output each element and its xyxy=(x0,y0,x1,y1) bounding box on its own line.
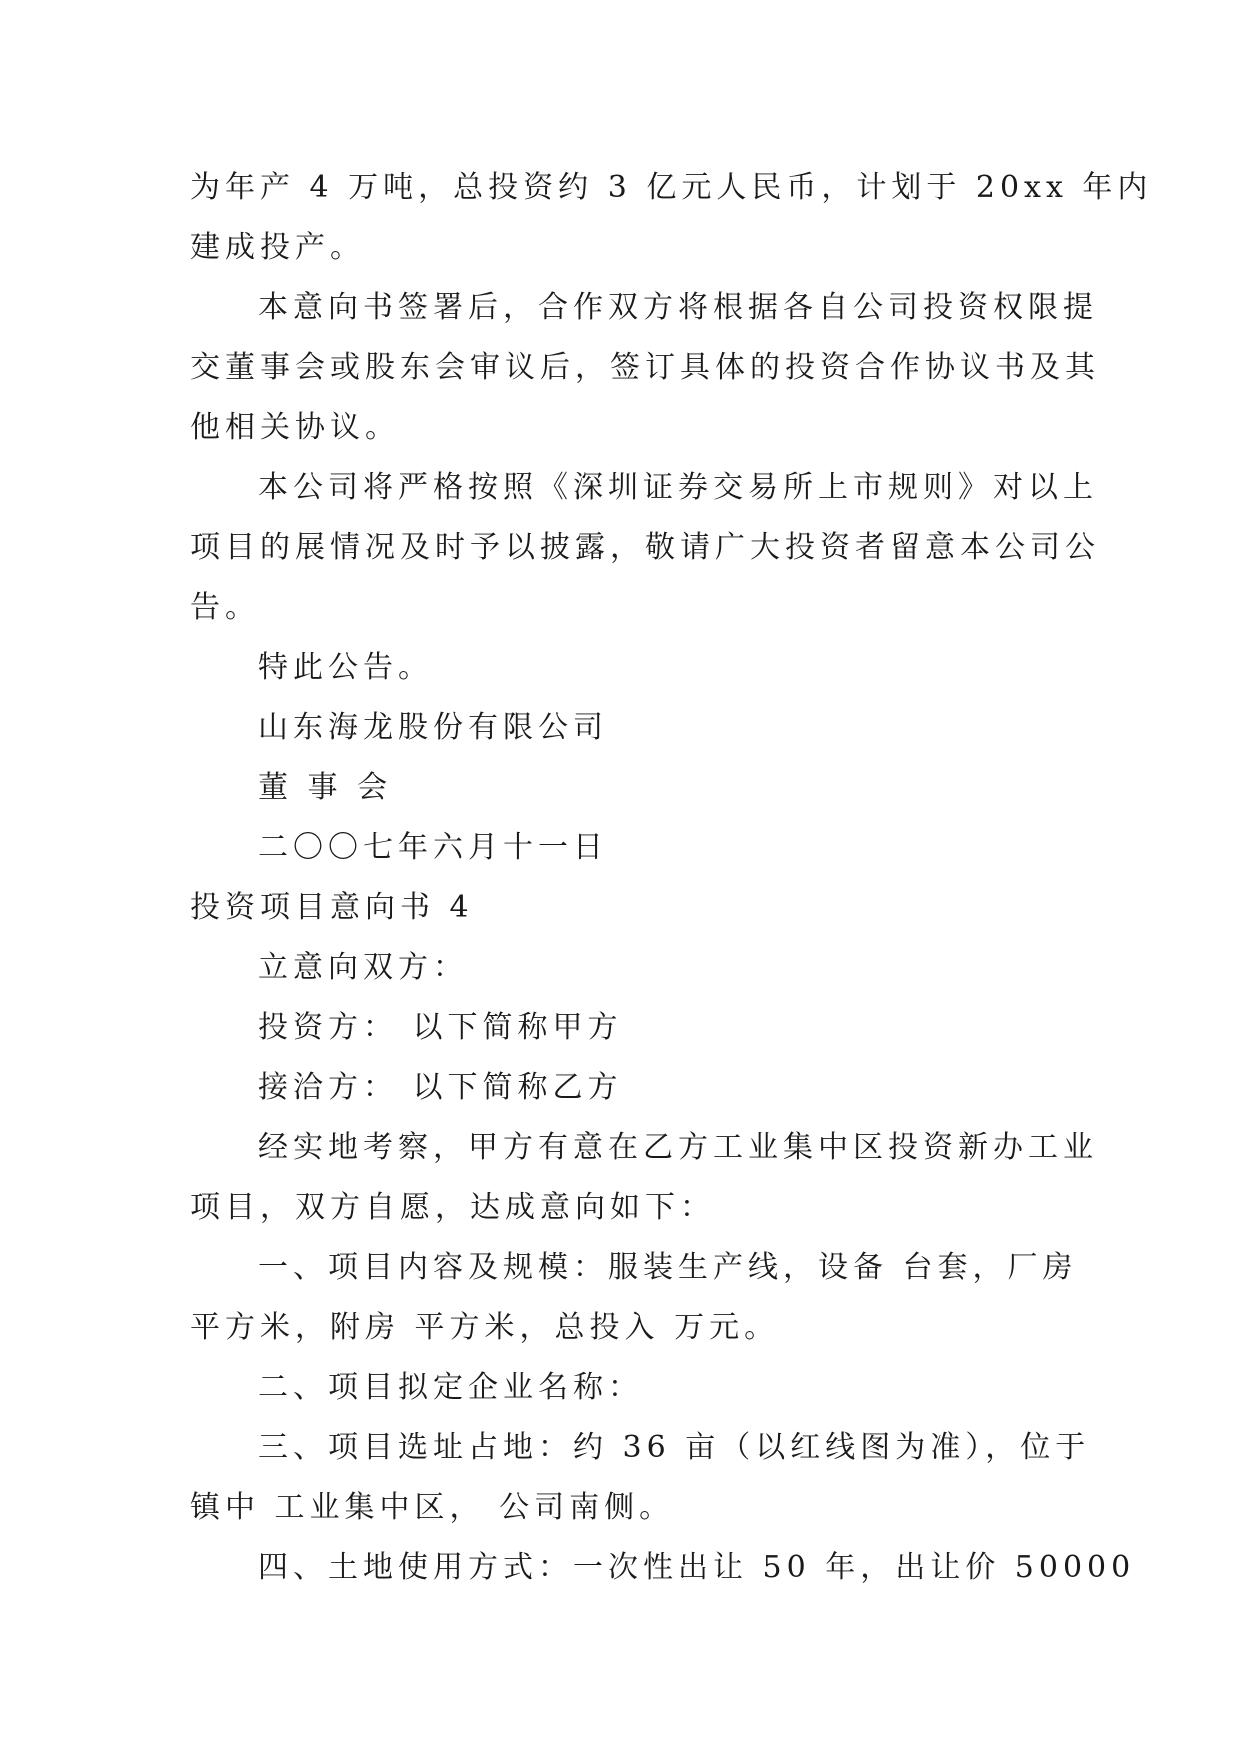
paragraph-line: 项目，双方自愿，达成意向如下： xyxy=(190,1190,715,1225)
paragraph-line: 为年产 4 万吨，总投资约 3 亿元人民币，计划于 20xx 年内 xyxy=(190,170,1153,205)
paragraph-line: 他相关协议。 xyxy=(190,410,400,445)
party-line: 接洽方： 以下简称乙方 xyxy=(258,1070,623,1105)
clause-line: 四、土地使用方式：一次性出让 50 年，出让价 50000 xyxy=(258,1550,1136,1585)
section-heading: 投资项目意向书 4 xyxy=(190,890,474,925)
clause-line: 三、项目选址占地：约 36 亩（以红线图为准），位于 xyxy=(258,1430,1091,1465)
board-signature: 董 事 会 xyxy=(258,770,393,805)
party-line: 投资方： 以下简称甲方 xyxy=(258,1010,623,1045)
clause-line: 平方米，附房 平方米，总投入 万元。 xyxy=(190,1310,780,1345)
clause-line: 镇中 工业集中区， 公司南侧。 xyxy=(190,1490,675,1525)
clause-line: 二、项目拟定企业名称： xyxy=(258,1370,643,1405)
paragraph-line: 本公司将严格按照《深圳证券交易所上市规则》对以上 xyxy=(258,470,1098,505)
date-line: 二〇〇七年六月十一日 xyxy=(258,830,608,865)
closing-line: 特此公告。 xyxy=(258,650,433,685)
paragraph-line: 交董事会或股东会审议后，签订具体的投资合作协议书及其 xyxy=(190,350,1100,385)
company-name: 山东海龙股份有限公司 xyxy=(258,710,608,745)
paragraph-line: 本意向书签署后，合作双方将根据各自公司投资权限提 xyxy=(258,290,1098,325)
paragraph-line: 立意向双方： xyxy=(258,950,468,985)
paragraph-line: 告。 xyxy=(190,590,260,625)
paragraph-line: 经实地考察，甲方有意在乙方工业集中区投资新办工业 xyxy=(258,1130,1098,1165)
paragraph-line: 建成投产。 xyxy=(190,230,365,265)
paragraph-line: 项目的展情况及时予以披露，敬请广大投资者留意本公司公 xyxy=(190,530,1100,565)
clause-line: 一、项目内容及规模：服装生产线，设备 台套，厂房 xyxy=(258,1250,1078,1285)
